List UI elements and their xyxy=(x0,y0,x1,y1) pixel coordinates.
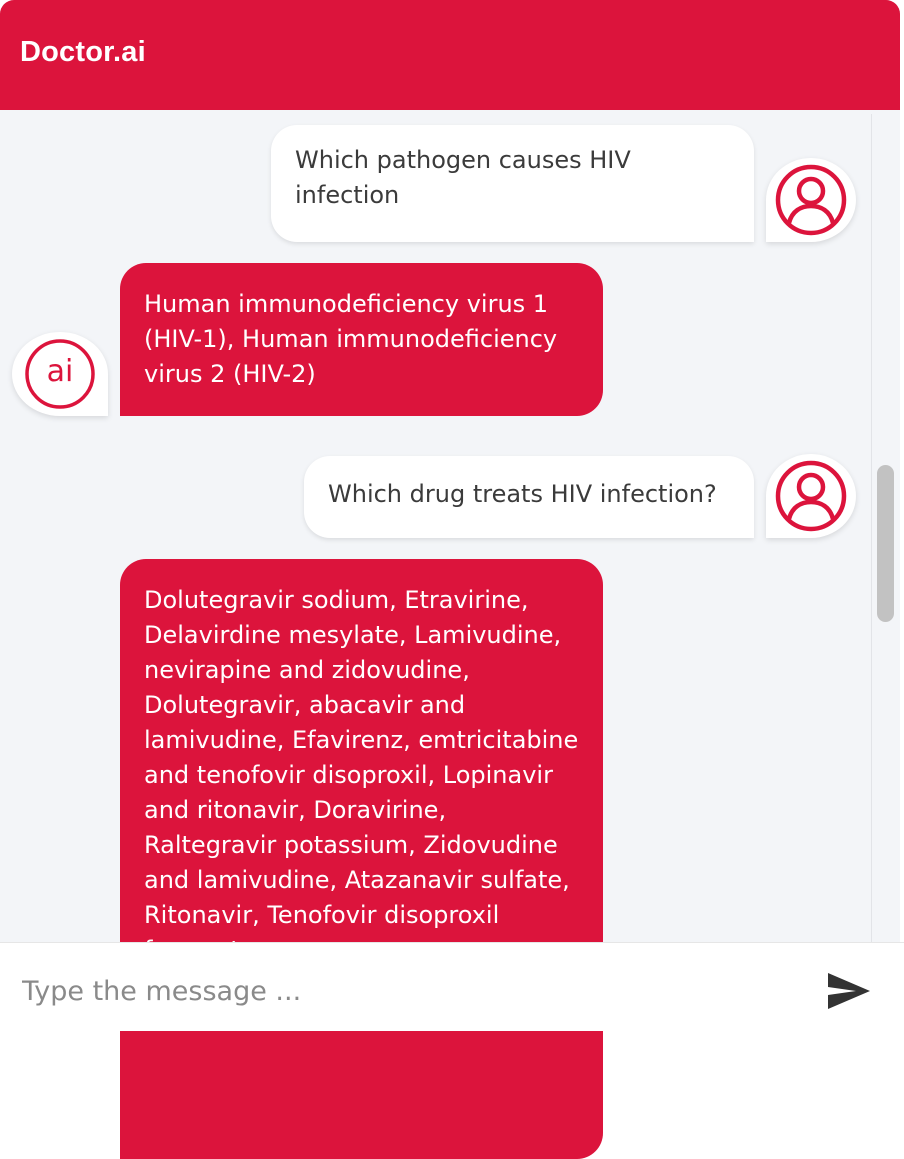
ai-logo-label: ai xyxy=(46,354,74,389)
scrollbar-thumb[interactable] xyxy=(877,465,894,622)
app-header xyxy=(0,0,900,110)
message-input[interactable] xyxy=(0,943,790,1031)
user-avatar xyxy=(766,454,856,538)
bot-message xyxy=(120,263,603,416)
send-icon xyxy=(822,969,874,1013)
message-list[interactable] xyxy=(0,110,900,942)
bot-message xyxy=(120,559,603,1159)
message-composer xyxy=(0,942,904,1031)
bot-avatar xyxy=(12,332,108,416)
message-text: Dolutegravir sodium, Etravirine, Delavirdine mesylate, Lamivudine, nevirapine and zidovudine, Dolutegravir, abacavir and lamivudine, Efavirenz, emtricitabine and tenofovir disoproxil, Lopinavir and ritonavir, Doravirine, Raltegravir potassium, Zidovudine and lamivudine, Atazanavir sulfate, Ritonavir, Tenofovir disoproxil xyxy=(144,586,579,929)
user-avatar xyxy=(766,158,856,242)
user-icon xyxy=(774,163,848,237)
user-message xyxy=(304,456,754,538)
message-text: Human immunodeficiency virus 1 (HIV-1), Human immunodeficiency virus 2 (HIV-2) xyxy=(144,290,558,388)
user-message xyxy=(271,125,754,242)
user-icon xyxy=(774,459,848,533)
message-text: Which drug treats HIV infection? xyxy=(328,480,717,508)
scrollbar-track xyxy=(871,114,872,942)
send-button[interactable] xyxy=(822,969,874,1013)
message-text: Which pathogen causes HIV infection xyxy=(295,146,631,209)
app-title: Doctor.ai xyxy=(20,36,146,68)
